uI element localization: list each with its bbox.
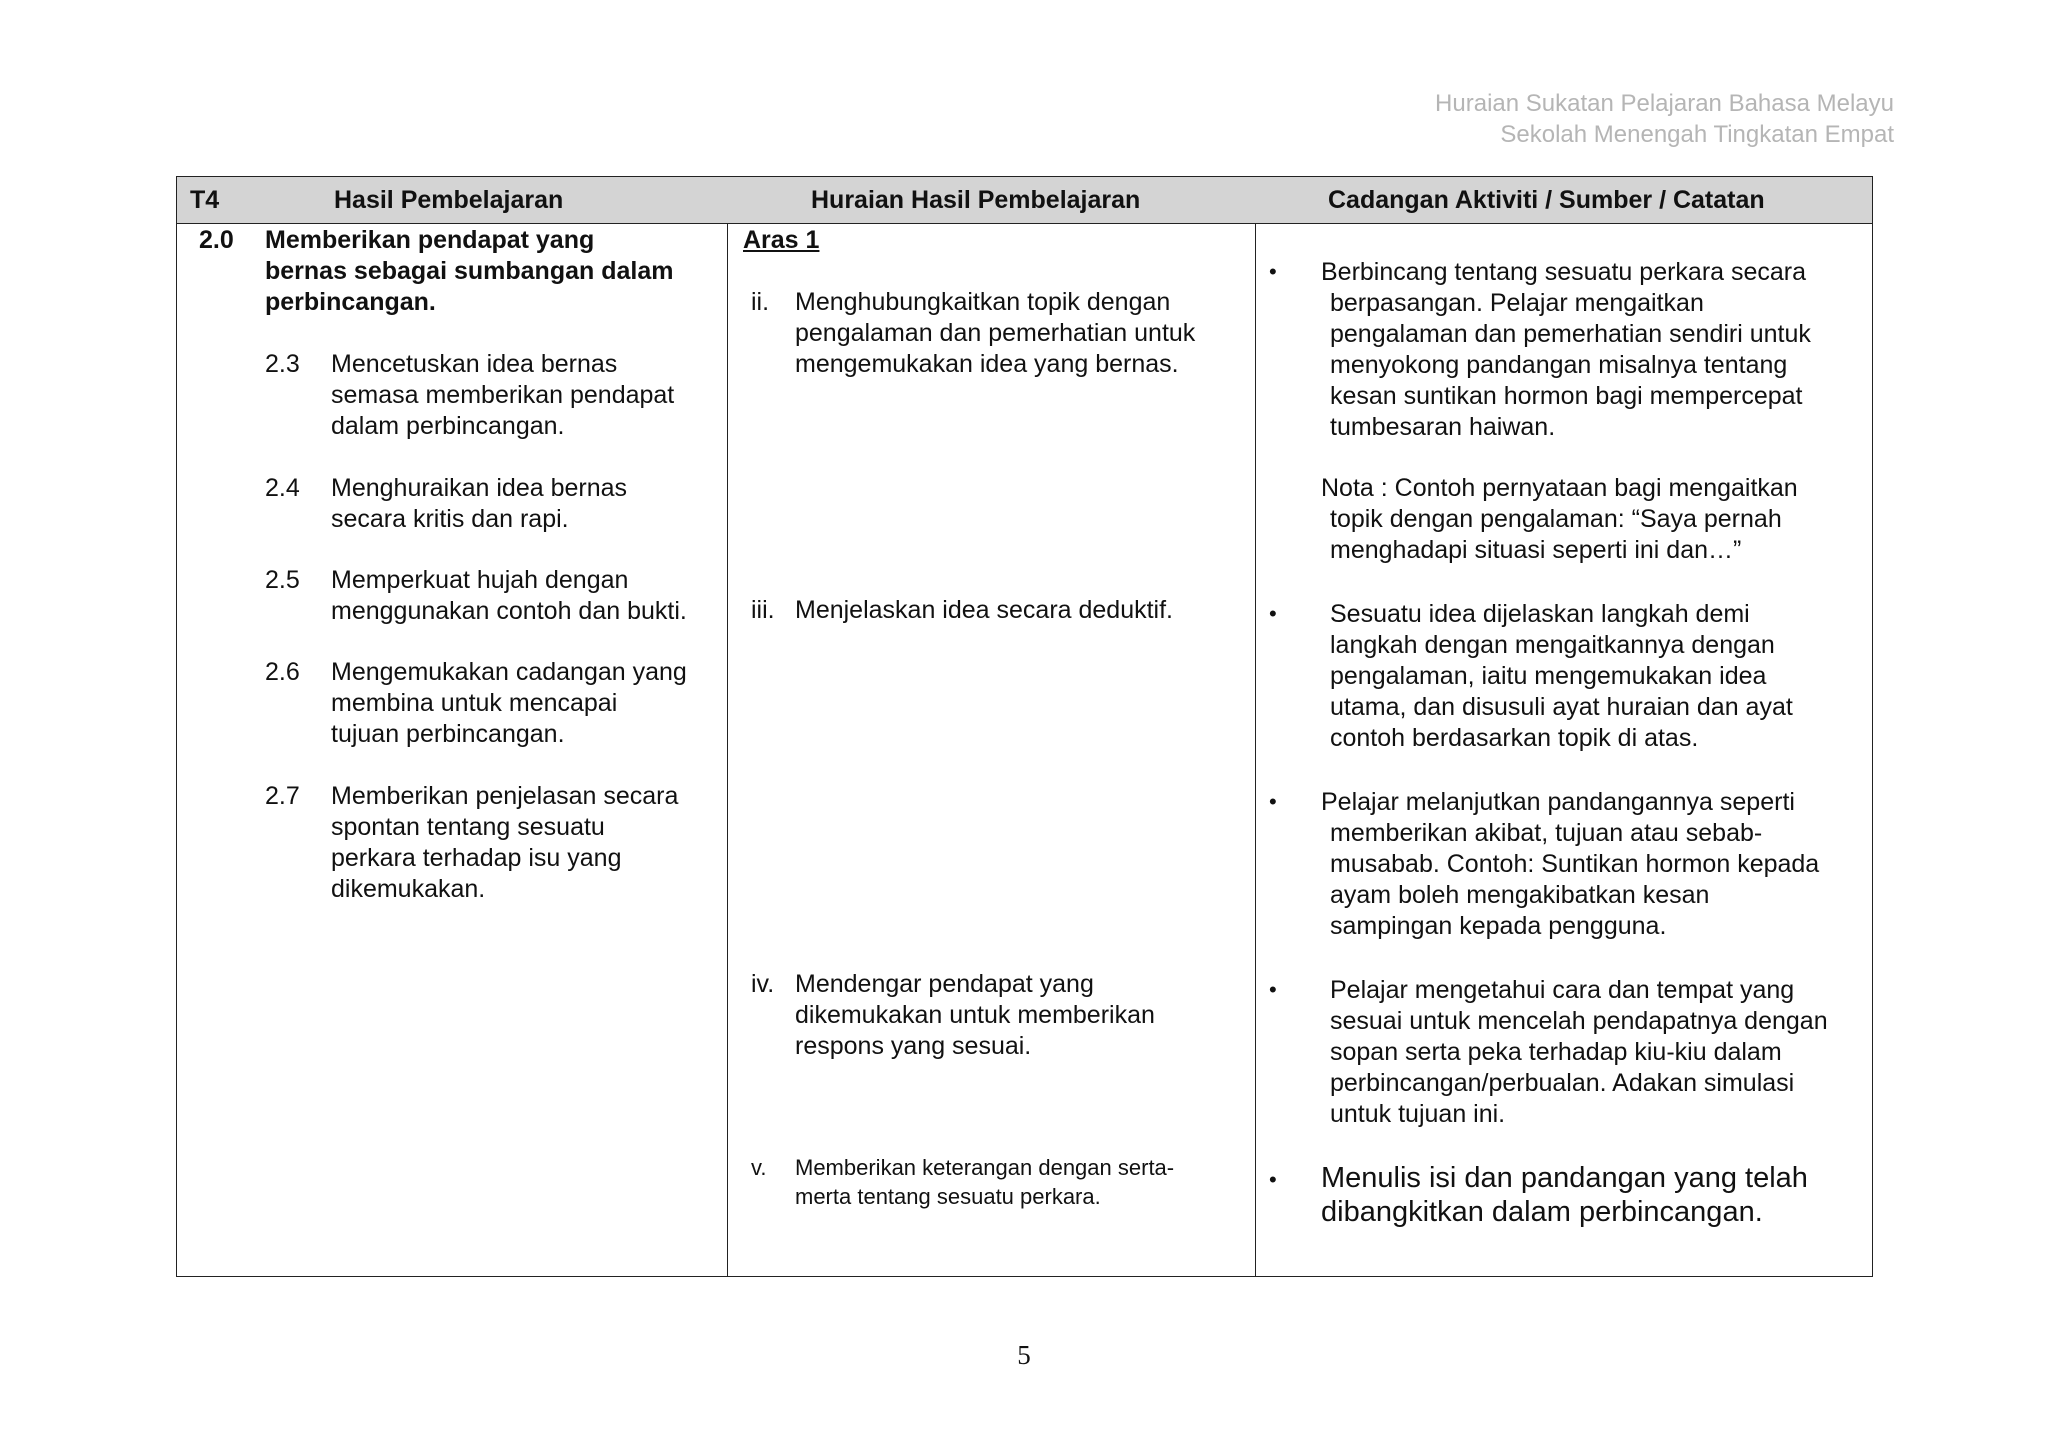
activity-text <box>1330 975 1828 1130</box>
bullet-icon: • <box>1269 789 1277 814</box>
outcome-text <box>331 781 678 905</box>
text-line: topik dengan pengalaman: “Saya pernah <box>1330 505 1782 533</box>
text-line: bernas sebagai sumbangan dalam <box>265 257 674 285</box>
bullet-icon: • <box>1269 1167 1277 1192</box>
text-line: dikemukakan. <box>331 875 486 903</box>
description-numeral: iii. <box>751 596 775 624</box>
text-line: Memberikan penjelasan secara <box>331 782 679 810</box>
description-numeral: iv. <box>751 970 775 998</box>
text-line: sopan serta peka terhadap kiu-kiu dalam <box>1330 1038 1782 1066</box>
text-line: musabab. Contoh: Suntikan hormon kepada <box>1330 850 1820 878</box>
outcome-text <box>331 565 687 627</box>
text-line: berpasangan. Pelajar mengaitkan <box>1330 289 1704 317</box>
main-outcome-number: 2.0 <box>199 226 234 254</box>
text-line: Menulis isi dan pandangan yang telah <box>1321 1162 1808 1194</box>
outcome-text <box>331 657 687 750</box>
text-line: pengalaman dan pemerhatian sendiri untuk <box>1330 320 1811 348</box>
description-numeral: ii. <box>751 288 770 316</box>
text-line: langkah dengan mengaitkannya dengan <box>1330 631 1775 659</box>
description-text <box>795 287 1195 380</box>
text-line: Menghuraikan idea bernas <box>331 474 628 502</box>
activity-text <box>1330 599 1793 754</box>
outcome-text <box>331 349 674 442</box>
main-outcome-title <box>265 225 673 318</box>
text-line: perbincangan/perbualan. Adakan simulasi <box>1330 1069 1795 1097</box>
text-line: Memberikan pendapat yang <box>265 226 595 254</box>
text-line: Menjelaskan idea secara deduktif. <box>795 596 1174 624</box>
column-header-description: Huraian Hasil Pembelajaran <box>811 186 1141 214</box>
outcome-text <box>331 473 627 535</box>
outcome-number: 2.5 <box>265 566 300 594</box>
text-line: pengalaman dan pemerhatian untuk <box>795 319 1196 347</box>
text-line: contoh berdasarkan topik di atas. <box>1330 724 1699 752</box>
text-line: Memberikan keterangan dengan serta- <box>795 1155 1175 1180</box>
text-line: Menghubungkaitkan topik dengan <box>795 288 1171 316</box>
text-line: tumbesaran haiwan. <box>1330 413 1556 441</box>
text-line: tujuan perbincangan. <box>331 720 565 748</box>
header-line-1: Huraian Sukatan Pelajaran Bahasa Melayu <box>1435 90 1894 117</box>
text-line: merta tentang sesuatu perkara. <box>795 1184 1101 1209</box>
table-header-row <box>177 177 1872 224</box>
curriculum-table <box>176 176 1873 1277</box>
column-divider <box>727 177 728 1276</box>
header-line-2: Sekolah Menengah Tingkatan Empat <box>1500 121 1894 148</box>
description-numeral: v. <box>751 1155 767 1180</box>
text-line: perbincangan. <box>265 288 436 316</box>
text-line: Pelajar mengetahui cara dan tempat yang <box>1330 976 1795 1004</box>
outcome-number: 2.7 <box>265 782 300 810</box>
activity-text <box>1321 257 1811 443</box>
text-line: menghadapi situasi seperti ini dan…” <box>1330 536 1742 564</box>
text-line: spontan tentang sesuatu <box>331 813 605 841</box>
outcome-number: 2.3 <box>265 350 300 378</box>
text-line: dalam perbincangan. <box>331 412 565 440</box>
activity-text <box>1321 1161 1808 1229</box>
bullet-icon: • <box>1269 601 1277 626</box>
outcome-number: 2.6 <box>265 658 300 686</box>
text-line: sampingan kepada pengguna. <box>1330 912 1667 940</box>
text-line: secara kritis dan rapi. <box>331 505 569 533</box>
outcome-number: 2.4 <box>265 474 300 502</box>
text-line: Sesuatu idea dijelaskan langkah demi <box>1330 600 1750 628</box>
text-line: Mengemukakan cadangan yang <box>331 658 687 686</box>
text-line: Memperkuat hujah dengan <box>331 566 629 594</box>
text-line: Mencetuskan idea bernas <box>331 350 618 378</box>
text-line: menyokong pandangan misalnya tentang <box>1330 351 1788 379</box>
text-line: perkara terhadap isu yang <box>331 844 622 872</box>
text-line: Pelajar melanjutkan pandangannya seperti <box>1321 788 1795 816</box>
text-line: pengalaman, iaitu mengemukakan idea <box>1330 662 1767 690</box>
activity-note <box>1321 473 1798 566</box>
text-line: untuk tujuan ini. <box>1330 1100 1506 1128</box>
level-label: Aras 1 <box>743 226 820 254</box>
description-text <box>795 969 1155 1062</box>
text-line: memberikan akibat, tujuan atau sebab- <box>1330 819 1763 847</box>
description-text <box>795 595 1173 626</box>
column-divider <box>1255 177 1256 1276</box>
text-line: utama, dan disusuli ayat huraian dan ayat <box>1330 693 1793 721</box>
page-number: 5 <box>1017 1340 1031 1370</box>
text-line: Mendengar pendapat yang <box>795 970 1094 998</box>
text-line: Nota : Contoh pernyataan bagi mengaitkan <box>1321 474 1798 502</box>
text-line: respons yang sesuai. <box>795 1032 1032 1060</box>
text-line: ayam boleh mengakibatkan kesan <box>1330 881 1710 909</box>
bullet-icon: • <box>1269 259 1277 284</box>
text-line: Berbincang tentang sesuatu perkara secara <box>1321 258 1807 286</box>
text-line: menggunakan contoh dan bukti. <box>331 597 687 625</box>
description-text <box>795 1153 1174 1211</box>
text-line: sesuai untuk mencelah pendapatnya dengan <box>1330 1007 1828 1035</box>
column-header-activities: Cadangan Aktiviti / Sumber / Catatan <box>1328 186 1765 214</box>
text-line: semasa memberikan pendapat <box>331 381 675 409</box>
column-header-level: T4 <box>190 186 220 214</box>
text-line: dikemukakan untuk memberikan <box>795 1001 1155 1029</box>
column-header-outcomes: Hasil Pembelajaran <box>334 186 564 214</box>
text-line: kesan suntikan hormon bagi mempercepat <box>1330 382 1803 410</box>
text-line: membina untuk mencapai <box>331 689 618 717</box>
text-line: mengemukakan idea yang bernas. <box>795 350 1179 378</box>
running-header <box>1435 88 1894 150</box>
text-line: dibangkitkan dalam perbincangan. <box>1321 1196 1763 1228</box>
activity-text <box>1321 787 1819 942</box>
bullet-icon: • <box>1269 977 1277 1002</box>
